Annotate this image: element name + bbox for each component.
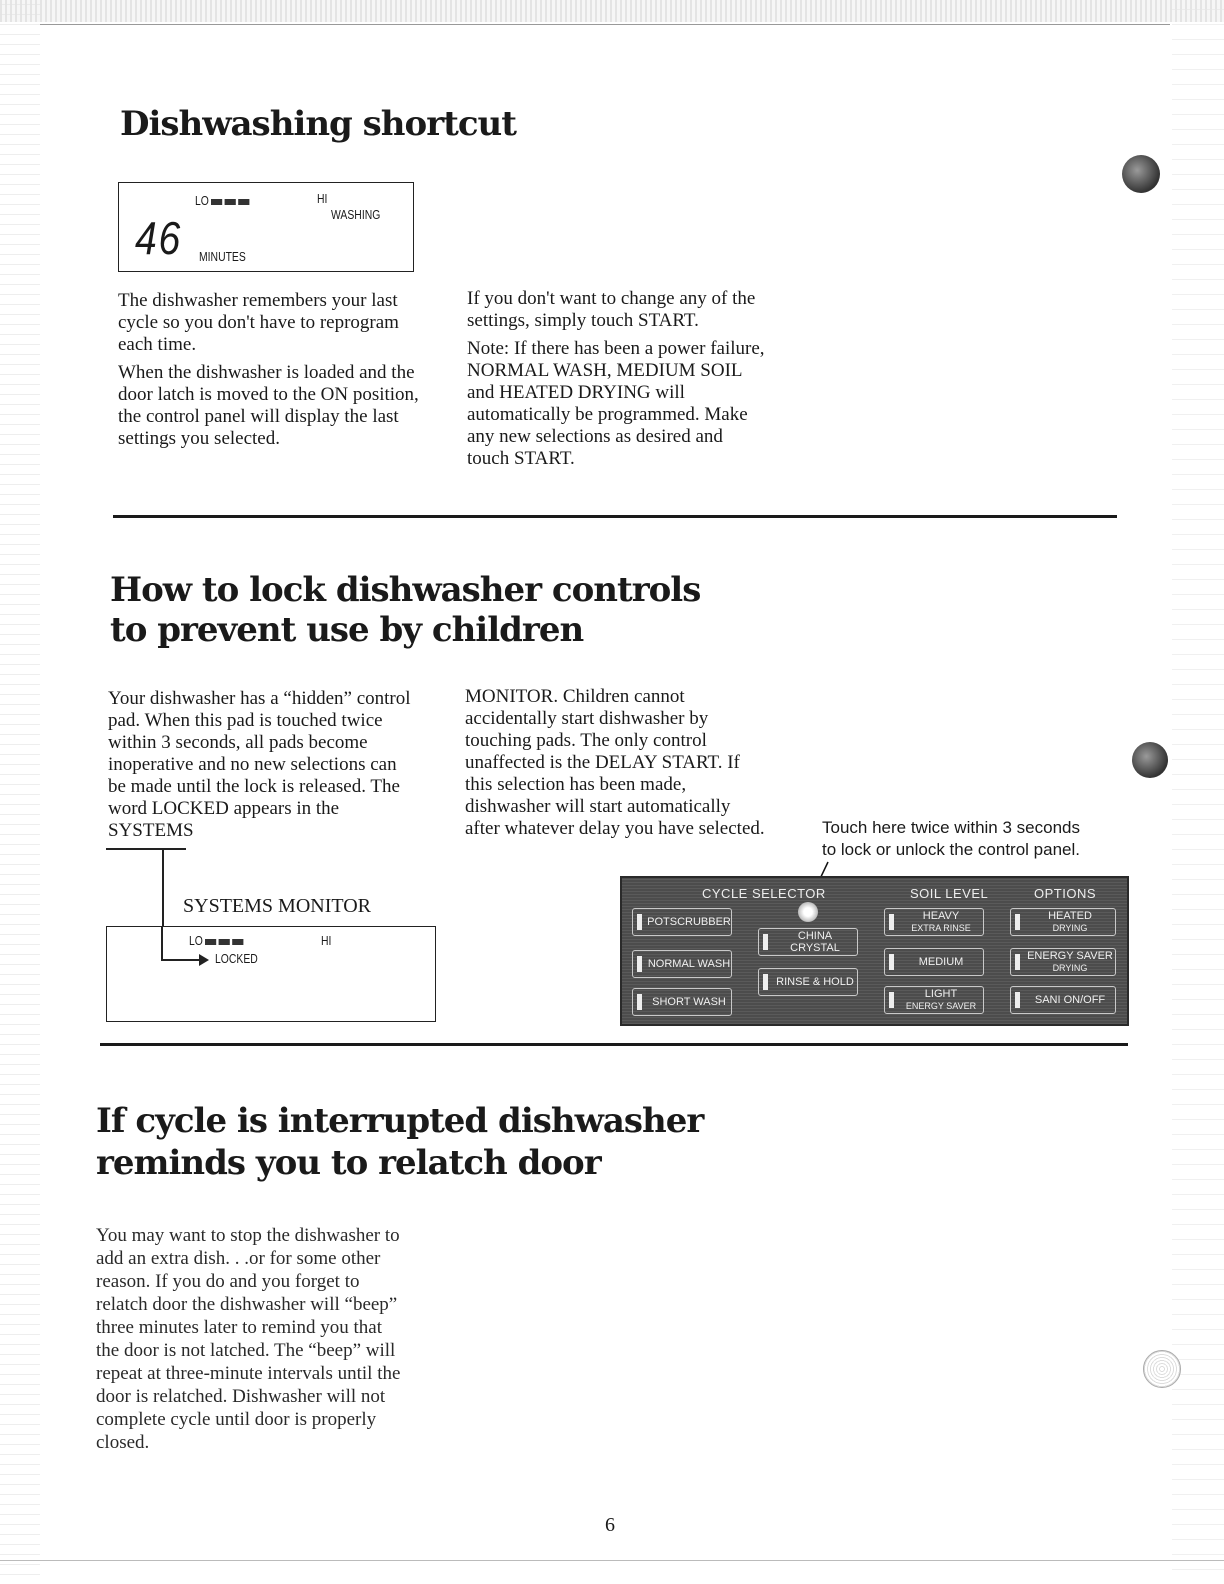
- paragraph: When the dishwasher is loaded and the door latch is moved to the ON position, the control panel will display the last settings you selected.: [118, 362, 419, 449]
- arrow-stem: [161, 927, 163, 959]
- minutes-label: MINUTES: [199, 249, 246, 264]
- minutes-digits: 46: [135, 212, 182, 264]
- callout-line: Touch here twice within 3 seconds: [822, 818, 1080, 837]
- cycle-selector-label: CYCLE SELECTOR: [702, 886, 826, 901]
- title-line: to prevent use by children: [110, 610, 584, 650]
- paragraph: Note: If there has been a power failure, NORMAL WASH, MEDIUM SOIL and HEATED DRYING will automatically be programmed. Make any new selections as desired and touch START.: [467, 338, 765, 469]
- callout-line: to lock or unlock the control panel.: [822, 840, 1080, 859]
- relatch-paragraph: You may want to stop the dishwasher to add an extra dish. . .or for some other reason. If you do and you forget to relatch door the dishwasher will “beep” three minutes later to remind you that the door is not latched. The “beep” will repeat at three-minute intervals until the door is relatched. Dishwasher will not complete cycle until door is properly closed.: [96, 1225, 401, 1453]
- hi-label: HI: [321, 933, 332, 948]
- pad-sub-label: ENERGY SAVER: [905, 1001, 977, 1011]
- binder-hole-1: [1122, 155, 1160, 193]
- pad-main-label: HEATED: [1048, 910, 1092, 922]
- pad-energy-saver-drying[interactable]: [1010, 948, 1116, 976]
- level-bar: [238, 199, 249, 205]
- section-title-lock: [110, 570, 700, 650]
- connector-line: [106, 848, 186, 850]
- pad-labels: [1027, 950, 1113, 974]
- title-line: How to lock dishwasher controls: [110, 570, 701, 610]
- title-line: If cycle is interrupted dishwasher: [96, 1101, 704, 1141]
- connector-line: [162, 848, 164, 928]
- lo-text: LO: [195, 193, 209, 208]
- binder-hole-2: [1132, 742, 1168, 778]
- pad-potscrubber[interactable]: POTSCRUBBER: [632, 908, 732, 936]
- pad-light[interactable]: [884, 986, 984, 1014]
- section-title-relatch: [96, 1100, 703, 1184]
- level-bar: [232, 939, 243, 945]
- pad-main-label: HEAVY: [922, 910, 960, 922]
- section-divider: [100, 1043, 1128, 1046]
- pad-rinse-hold[interactable]: RINSE & HOLD: [758, 968, 858, 996]
- washing-display: [118, 182, 414, 272]
- lo-label: [195, 193, 250, 208]
- pad-heated-drying[interactable]: [1010, 908, 1116, 936]
- pad-main-label: ENERGY SAVER: [1027, 950, 1113, 962]
- lo-label: [189, 933, 244, 948]
- control-panel: [620, 876, 1129, 1026]
- pad-heavy[interactable]: [884, 908, 984, 936]
- level-bar: [205, 939, 216, 945]
- level-bar: [225, 199, 236, 205]
- washing-status: WASHING: [331, 207, 381, 222]
- title-line: reminds you to relatch door: [96, 1143, 601, 1183]
- pad-medium[interactable]: MEDIUM: [884, 948, 984, 976]
- scan-edge-bottom: [0, 1560, 1224, 1561]
- scan-edge-right: [1172, 0, 1224, 1584]
- level-bar: [219, 939, 230, 945]
- systems-monitor-label: SYSTEMS MONITOR: [183, 895, 371, 917]
- pad-labels: [906, 988, 976, 1012]
- soil-level-label: SOIL LEVEL: [910, 886, 989, 901]
- lock-right-column: MONITOR. Children cannot accidentally start dishwasher by touching pads. The only control unaffected is the DELAY START. If this selection has been made, dishwasher will start automatically after whatever delay you have selected.: [465, 686, 765, 839]
- lock-left-column: Your dishwasher has a “hidden” control pad. When this pad is touched twice within 3 seconds, all pads become inoperative and no new selections can be made until the lock is released. The word LOCKED appears in the SYSTEMS: [108, 688, 411, 841]
- pad-sub-label: DRYING: [1052, 923, 1088, 933]
- lock-callout: [822, 817, 1080, 861]
- binder-hole-3: [1143, 1350, 1181, 1388]
- page-border-top: [40, 24, 1170, 25]
- arrow-line: [161, 959, 201, 961]
- pad-labels: [911, 910, 971, 934]
- scan-edge-left: [0, 0, 40, 1584]
- pad-sub-label: DRYING: [1052, 963, 1088, 973]
- options-label: OPTIONS: [1034, 886, 1097, 901]
- shortcut-left-column: [118, 290, 438, 456]
- paragraph: If you don't want to change any of the settings, simply touch START.: [467, 288, 756, 331]
- pad-sub-label: EXTRA RINSE: [911, 923, 971, 933]
- scan-edge-top: [0, 0, 1224, 22]
- arrow-head-icon: [199, 954, 209, 966]
- shortcut-right-column: [467, 288, 767, 476]
- locked-label: LOCKED: [215, 951, 258, 966]
- pad-main-label: LIGHT: [924, 988, 958, 1000]
- page-number: 6: [605, 1514, 615, 1536]
- pad-labels: [1048, 910, 1092, 934]
- lo-text: LO: [189, 933, 203, 948]
- pad-sani-on-off[interactable]: SANI ON/OFF: [1010, 986, 1116, 1014]
- hidden-lock-pad[interactable]: [798, 902, 818, 922]
- section-title-shortcut: Dishwashing shortcut: [120, 104, 516, 144]
- pad-short-wash[interactable]: SHORT WASH: [632, 988, 732, 1016]
- section-divider: [113, 515, 1117, 518]
- pad-normal-wash[interactable]: NORMAL WASH: [632, 950, 732, 978]
- systems-monitor-display: [106, 926, 436, 1022]
- pad-china-crystal[interactable]: CHINA CRYSTAL: [758, 928, 858, 956]
- level-bar: [211, 199, 222, 205]
- paragraph: The dishwasher remembers your last cycle so you don't have to reprogram each time.: [118, 290, 399, 355]
- hi-label: HI: [317, 191, 328, 206]
